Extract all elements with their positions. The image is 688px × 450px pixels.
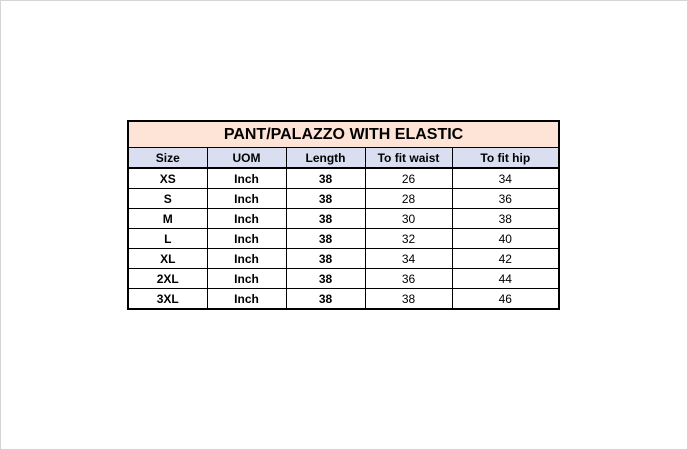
uom-cell: Inch xyxy=(207,168,286,189)
table-title: PANT/PALAZZO WITH ELASTIC xyxy=(128,121,559,148)
uom-cell: Inch xyxy=(207,209,286,229)
size-cell: XS xyxy=(128,168,207,189)
size-cell: M xyxy=(128,209,207,229)
table-row xyxy=(128,269,559,289)
length-cell: 38 xyxy=(286,249,365,269)
waist-cell: 32 xyxy=(365,229,452,249)
size-cell: S xyxy=(128,189,207,209)
size-chart-table xyxy=(127,120,560,310)
length-cell: 38 xyxy=(286,209,365,229)
table-row xyxy=(128,189,559,209)
header-length: Length xyxy=(286,148,365,169)
table-row xyxy=(128,209,559,229)
uom-cell: Inch xyxy=(207,189,286,209)
hip-cell: 44 xyxy=(452,269,559,289)
length-cell: 38 xyxy=(286,269,365,289)
length-cell: 38 xyxy=(286,289,365,310)
table-row xyxy=(128,168,559,189)
title-row xyxy=(128,121,559,148)
hip-cell: 36 xyxy=(452,189,559,209)
size-cell: 3XL xyxy=(128,289,207,310)
length-cell: 38 xyxy=(286,229,365,249)
waist-cell: 36 xyxy=(365,269,452,289)
size-cell: L xyxy=(128,229,207,249)
header-hip: To fit hip xyxy=(452,148,559,169)
waist-cell: 34 xyxy=(365,249,452,269)
size-cell: XL xyxy=(128,249,207,269)
waist-cell: 26 xyxy=(365,168,452,189)
table-row xyxy=(128,289,559,310)
table-row xyxy=(128,229,559,249)
header-waist: To fit waist xyxy=(365,148,452,169)
hip-cell: 34 xyxy=(452,168,559,189)
header-size: Size xyxy=(128,148,207,169)
hip-cell: 40 xyxy=(452,229,559,249)
uom-cell: Inch xyxy=(207,249,286,269)
hip-cell: 42 xyxy=(452,249,559,269)
uom-cell: Inch xyxy=(207,289,286,310)
uom-cell: Inch xyxy=(207,229,286,249)
length-cell: 38 xyxy=(286,189,365,209)
header-row xyxy=(128,148,559,169)
size-cell: 2XL xyxy=(128,269,207,289)
hip-cell: 46 xyxy=(452,289,559,310)
hip-cell: 38 xyxy=(452,209,559,229)
waist-cell: 30 xyxy=(365,209,452,229)
length-cell: 38 xyxy=(286,168,365,189)
waist-cell: 28 xyxy=(365,189,452,209)
uom-cell: Inch xyxy=(207,269,286,289)
waist-cell: 38 xyxy=(365,289,452,310)
header-uom: UOM xyxy=(207,148,286,169)
table-row xyxy=(128,249,559,269)
